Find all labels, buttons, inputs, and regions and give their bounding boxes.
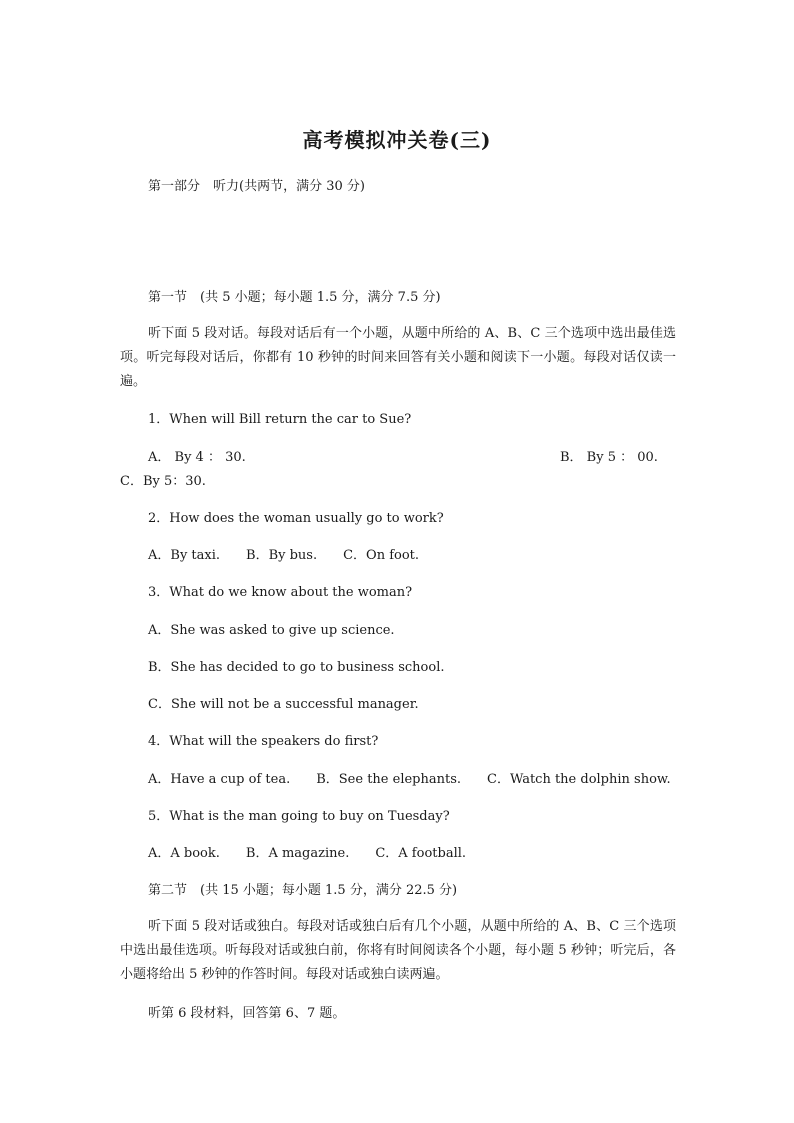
question-2-options: [148, 546, 445, 565]
question-4-option-a: A．Have a cup of tea.: [148, 772, 291, 787]
section1-instructions: 听下面 5 段对话。每段对话后有一个小题，从题中所给的 A、B、C 三个选项中选出最佳选项。听完每段对话后，你都有 10 秒钟的时间来回答有关小题和阅读下一小题。每段对话仅读一遍。: [120, 326, 676, 389]
part1-heading: 第一部分 听力(共两节，满分 30 分): [148, 179, 365, 194]
question-4-option-b: B．See the elephants.: [316, 772, 462, 787]
question-5-option-a: A．A book.: [148, 846, 220, 861]
question-5-stem: 5．What is the man going to buy on Tuesday?: [148, 809, 450, 824]
question-3-option-a: A．She was asked to give up science.: [148, 623, 395, 638]
question-1-stem: 1．When will Bill return the car to Sue?: [148, 412, 412, 427]
question-4-option-c: C．Watch the dolphin show.: [487, 772, 671, 787]
page-title: 高考模拟冲关卷(三): [302, 128, 492, 152]
question-5-options: [148, 844, 492, 863]
question-3-option-c: C．She will not be a successful manager.: [148, 697, 419, 712]
question-2-option-b: B．By bus.: [246, 548, 318, 563]
question-2-option-a: A．By taxi.: [148, 548, 221, 563]
section1-heading: 第一节 (共 5 小题；每小题 1.5 分，满分 7.5 分): [148, 290, 441, 305]
question-4-options: [148, 770, 697, 789]
section2-instructions: 听下面 5 段对话或独白。每段对话或独白后有几个小题，从题中所给的 A、B、C 三个选项中选出最佳选项。听每段对话或独白前，你将有时间阅读各个小题，每小题 5 秒钟；听完后，各小题将给出 5 秒钟的作答时间。每段对话或独白读两遍。: [120, 919, 676, 982]
question-5-option-b: B．A magazine.: [245, 846, 350, 861]
question-3-stem: 3．What do we know about the woman?: [148, 585, 413, 600]
question-2-stem: 2．How does the woman usually go to work?: [148, 511, 444, 526]
question-3-option-b: B．She has decided to go to business school.: [148, 660, 445, 675]
question-4-stem: 4．What will the speakers do first?: [148, 734, 379, 749]
material-note: 听第 6 段材料，回答第 6、7 题。: [148, 1006, 346, 1021]
question-1-option-c: C．By 5：30.: [120, 474, 206, 489]
section2-heading: 第二节 (共 15 小题；每小题 1.5 分，满分 22.5 分): [148, 883, 458, 898]
question-2-option-c: C．On foot.: [343, 548, 420, 563]
question-1-option-a: A． By 4 ： 30.: [148, 450, 246, 465]
question-1-option-b: B． By 5 ： 00.: [560, 450, 658, 465]
question-5-option-c: C．A football.: [375, 846, 467, 861]
